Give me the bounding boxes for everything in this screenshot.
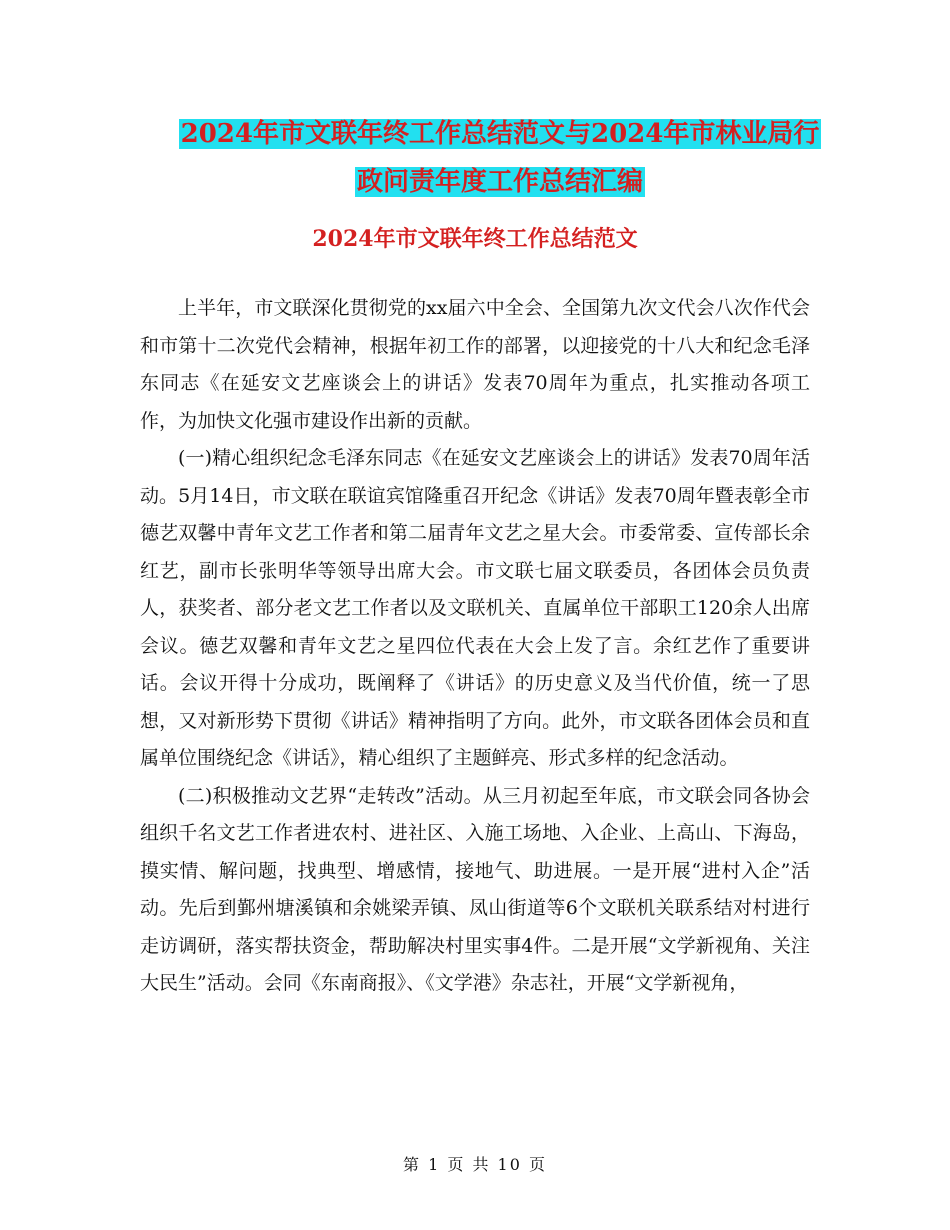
- page-footer: 第 1 页 共 10 页: [403, 1155, 547, 1174]
- document-title-line2: 政问责年度工作总结汇编: [356, 167, 643, 197]
- paragraph: 上半年，市文联深化贯彻党的xx届六中全会、全国第九次文代会八次作代会和市第十二次党代会精神，根据年初工作的部署，以迎接党的十八大和纪念毛泽东同志《在延安文艺座谈会上的讲话》发表70周年为重点，扎实推动各项工作，为加快文化强市建设作出新的贡献。: [140, 297, 810, 432]
- paragraph: (二)积极推动文艺界“走转改”活动。从三月初起至年底，市文联会同各协会组织千名文艺工作者进农村、进社区、入施工场地、入企业、上高山、下海岛，摸实情、解问题，找典型、增感情，接地气、助进展。一是开展“进村入企”活动。先后到鄞州塘溪镇和余姚梁弄镇、凤山街道等6个文联机关联系结对村进行走访调研，落实帮扶资金，帮助解决村里实事4件。二是开展“文学新视角、关注大民生”活动。会同《东南商报》、《文学港》杂志社，开展“文学新视角，: [140, 784, 810, 994]
- document-title: [140, 110, 860, 206]
- paragraph: (一)精心组织纪念毛泽东同志《在延安文艺座谈会上的讲话》发表70周年活动。5月14日，市文联在联谊宾馆隆重召开纪念《讲话》发表70周年暨表彰全市德艺双馨中青年文艺工作者和第二届青年文艺之星大会。市委常委、宣传部长余红艺，副市长张明华等领导出席大会。市文联七届文联委员，各团体会员负责人，获奖者、部分老文艺工作者以及文联机关、直属单位干部职工120余人出席会议。德艺双馨和青年文艺之星四位代表在大会上发了言。余红艺作了重要讲话。会议开得十分成功，既阐释了《讲话》的历史意义及当代价值，统一了思想，又对新形势下贯彻《讲话》精神指明了方向。此外，市文联各团体会员和直属单位围绕纪念《讲话》，精心组织了主题鲜亮、形式多样的纪念活动。: [140, 447, 810, 769]
- body-text: [140, 290, 810, 1003]
- document-title-line1: 2024年市文联年终工作总结范文与2024年市林业局行: [180, 119, 820, 149]
- section-title: 2024年市文联年终工作总结范文: [312, 226, 638, 252]
